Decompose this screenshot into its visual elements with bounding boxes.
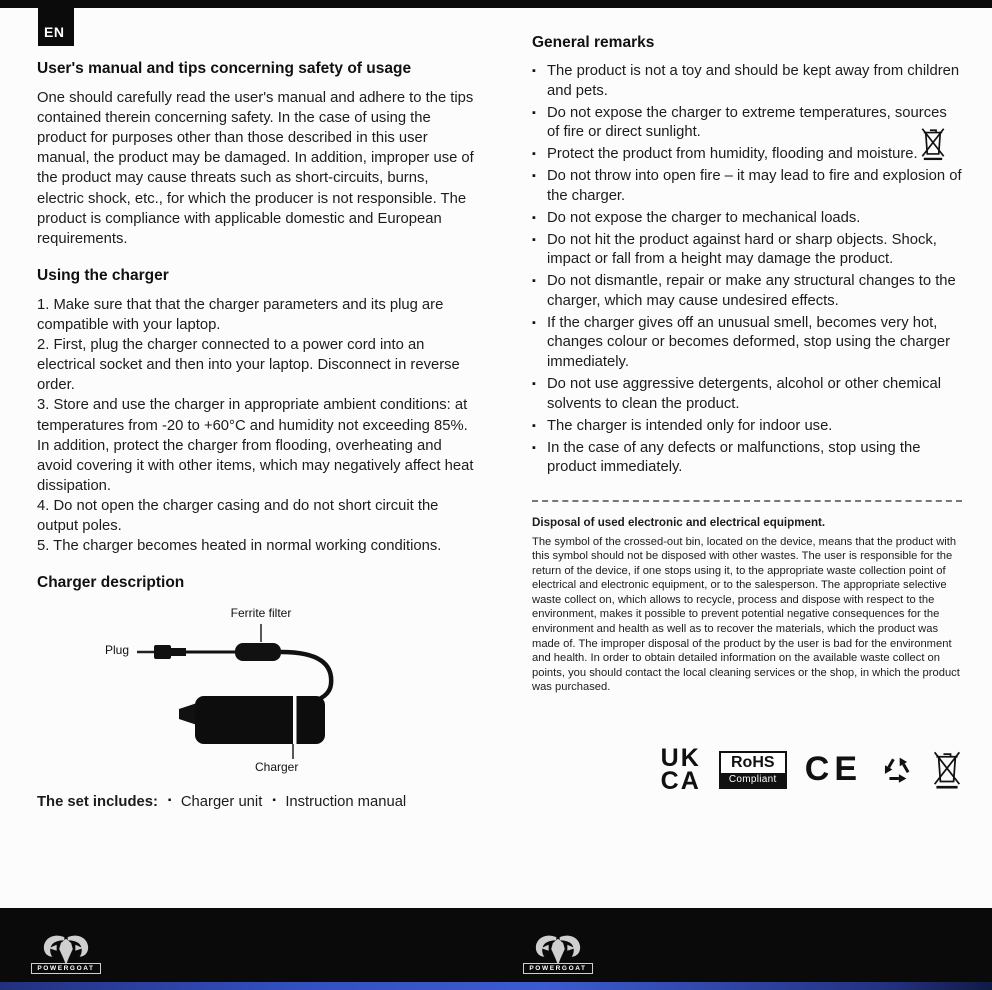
right-column xyxy=(532,34,962,793)
top-bar xyxy=(0,0,992,8)
remark-item: ▪ Do not expose the charger to mechanical loads. xyxy=(532,209,962,229)
certification-marks-row xyxy=(532,743,962,795)
general-remarks-list xyxy=(532,62,962,478)
brand-logo xyxy=(526,932,590,974)
using-step: 5. The charger becomes heated in normal working conditions. xyxy=(37,538,442,555)
language-badge-label: EN xyxy=(44,24,65,40)
dashed-divider xyxy=(532,500,962,502)
using-step: 3. Store and use the charger in appropriate ambient conditions: at temperatures from -20 to +60°C and humidity not exceeding 85%. In addition, protect the charger from flooding, overheating and avoid covering it with other items, which may negatively affect heat dissipation. xyxy=(37,397,474,494)
brand-logo xyxy=(34,932,98,974)
safety-body: One should carefully read the user's manual and adhere to the tips contained therein concerning safety. In the case of using the product for purposes other than those described in this user manual, the product may be damaged. In addition, improper use of the product may cause threats such as short-circuits, burns, electric shock, etc., for which the producer is not responsible. The product is compliance with applicable domestic and European requirements. xyxy=(37,90,474,247)
ferrite-filter-label: Ferrite filter xyxy=(230,606,292,621)
goat-icon xyxy=(40,932,92,966)
footer-bar xyxy=(0,908,992,990)
ce-mark: CE xyxy=(804,750,862,789)
brand-name: POWERGOAT xyxy=(31,963,100,974)
remark-item: ▪ Do not use aggressive detergents, alcohol or other chemical solvents to clean the product. xyxy=(532,375,962,414)
left-column xyxy=(37,60,475,810)
charger-description-heading: Charger description xyxy=(37,574,185,592)
language-badge xyxy=(38,0,74,46)
disposal-heading: Disposal of used electronic and electrical equipment. xyxy=(532,515,826,529)
remark-item: ▪ In the case of any defects or malfunctions, stop using the product immediately. xyxy=(532,439,962,478)
set-includes xyxy=(37,794,475,810)
using-step: 2. First, plug the charger connected to a power cord into an electrical socket and then into your laptop. Disconnect in reverse order. xyxy=(37,337,460,394)
set-includes-item: ▪ Instruction manual xyxy=(272,794,406,810)
remark-item: ▪ Do not throw into open fire – it may lead to fire and explosion of the charger. xyxy=(532,167,962,206)
goat-icon xyxy=(532,932,584,966)
remark-item: ▪ The product is not a toy and should be kept away from children and pets. xyxy=(532,62,962,101)
set-includes-label: The set includes: xyxy=(37,794,158,811)
remark-item: ▪ Protect the product from humidity, flooding and moisture. xyxy=(532,145,962,165)
remark-item: ▪ The charger is intended only for indoor use. xyxy=(532,417,962,437)
general-remarks-heading: General remarks xyxy=(532,34,655,51)
disposal-body: The symbol of the crossed-out bin, located on the device, means that the product with this symbol should not be disposed with other wastes. The user is responsible for the return of the device, if one stops using it, to the appropriate waste collection point of electrical and electronic equipment, or to the salesperson. The appropriate selective waste collect on, which allows to recycle, process and dispose with respect to the environment, makes it possible to prevent potential negative consequences for the environment and health as well as to recover the materials, which the product was made of. The improper disposal of the product by the user is bad for the environment and health. In order to obtain detailed information on the available waste collect on points, you should contact the local cleaning services or the shop, in which the product was purchased. xyxy=(532,535,960,694)
using-charger-heading: Using the charger xyxy=(37,266,169,284)
remark-item: ▪ If the charger gives off an unusual smell, becomes very hot, changes colour or becomes deformed, stop using the charger immediately. xyxy=(532,314,962,373)
using-step: 1. Make sure that that the charger parameters and its plug are compatible with your laptop. xyxy=(37,296,444,333)
recycling-icon xyxy=(880,753,914,787)
rohs-mark: RoHS Compliant xyxy=(719,751,787,789)
weee-bin-icon xyxy=(932,750,962,790)
safety-heading: User's manual and tips concerning safety of usage xyxy=(37,60,412,77)
brand-name: POWERGOAT xyxy=(523,963,592,974)
charger-diagram xyxy=(37,602,377,778)
using-step: 4. Do not open the charger casing and do not short circuit the output poles. xyxy=(37,497,439,535)
bottom-strip xyxy=(0,982,992,990)
remark-item: ▪ Do not dismantle, repair or make any structural changes to the charger, which may cause undesired effects. xyxy=(532,272,962,311)
ukca-mark: UK CA xyxy=(660,743,701,795)
charger-label: Charger xyxy=(255,760,299,775)
charger-diagram-drawing xyxy=(37,602,377,778)
weee-bin-icon-small xyxy=(920,126,946,167)
set-includes-item: ▪ Charger unit xyxy=(168,794,262,810)
remark-item: ▪ Do not hit the product against hard or sharp objects. Shock, impact or fall from a height may damage the product. xyxy=(532,231,962,270)
plug-label: Plug xyxy=(105,643,130,658)
remark-item: ▪ Do not expose the charger to extreme temperatures, sources of fire or direct sunlight. xyxy=(532,104,962,143)
